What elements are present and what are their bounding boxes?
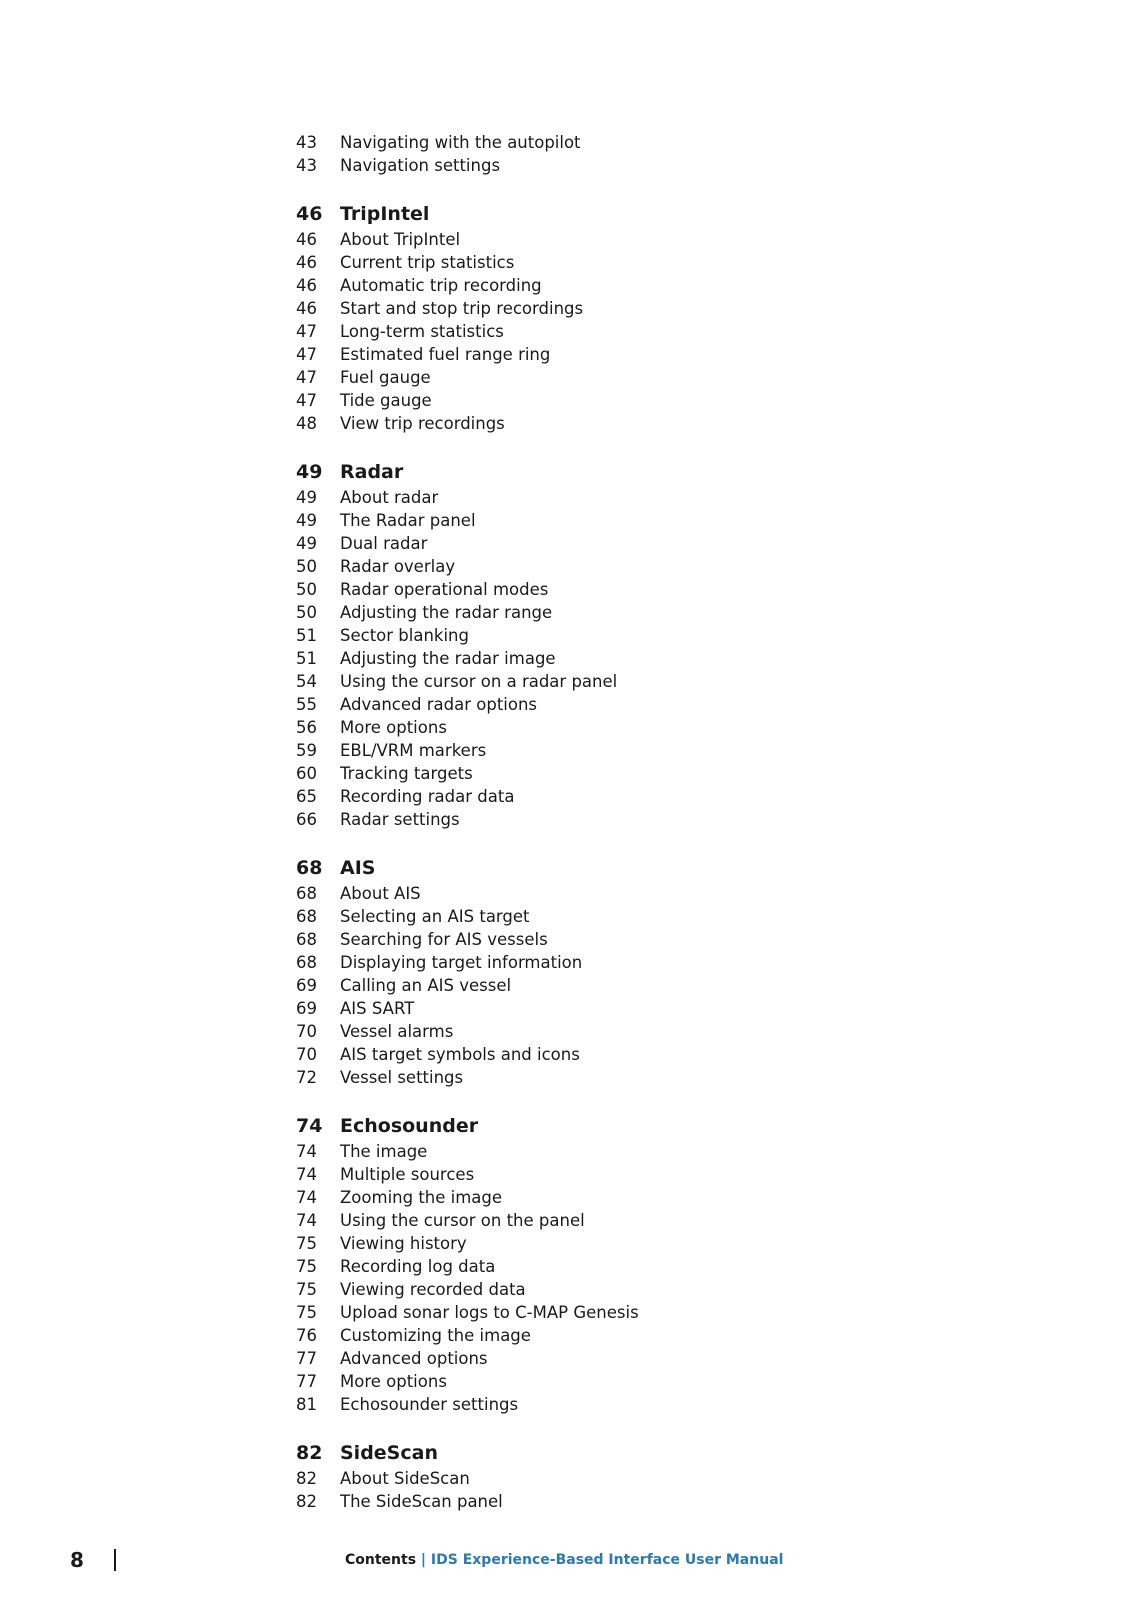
entry-title: Calling an AIS vessel [340,976,512,995]
toc-entry[interactable] [296,739,856,762]
entry-page-number: 69 [296,999,317,1018]
entry-page-number: 49 [296,534,317,553]
section-heading[interactable] [296,459,856,486]
entry-title: Tracking targets [340,764,473,783]
entry-page-number: 47 [296,322,317,341]
toc-entry[interactable] [296,1490,856,1513]
toc-entry[interactable] [296,882,856,905]
section-page-number: 74 [296,1115,323,1137]
entry-page-number: 60 [296,764,317,783]
entry-title: Using the cursor on the panel [340,1211,585,1230]
entry-page-number: 47 [296,391,317,410]
entry-page-number: 69 [296,976,317,995]
toc-entry[interactable] [296,274,856,297]
toc-entry[interactable] [296,509,856,532]
toc-entry[interactable] [296,297,856,320]
toc-entry[interactable] [296,555,856,578]
toc-entry[interactable] [296,131,856,154]
entry-title: Viewing history [340,1234,467,1253]
toc-entry[interactable] [296,997,856,1020]
section-heading[interactable] [296,1440,856,1467]
entry-title: Upload sonar logs to C-MAP Genesis [340,1303,639,1322]
section-heading[interactable] [296,201,856,228]
section-title: AIS [340,857,376,879]
toc-entry[interactable] [296,1255,856,1278]
toc-entry[interactable] [296,905,856,928]
toc-entry[interactable] [296,1140,856,1163]
entry-title: Estimated fuel range ring [340,345,551,364]
entry-page-number: 77 [296,1372,317,1391]
section-page-number: 46 [296,203,323,225]
toc-section [296,1440,856,1513]
table-of-contents [296,131,856,1513]
page-footer [0,1545,1131,1575]
footer-separator: | [420,1552,427,1568]
section-heading[interactable] [296,855,856,882]
entry-page-number: 46 [296,299,317,318]
entry-page-number: 51 [296,649,317,668]
toc-entry[interactable] [296,1186,856,1209]
entry-title: Sector blanking [340,626,469,645]
entry-page-number: 70 [296,1045,317,1064]
entry-title: About radar [340,488,439,507]
toc-entry[interactable] [296,601,856,624]
entry-page-number: 74 [296,1188,317,1207]
toc-entry[interactable] [296,716,856,739]
toc-entry[interactable] [296,1163,856,1186]
entry-title: Navigation settings [340,156,501,175]
entry-title: EBL/VRM markers [340,741,487,760]
entry-title: Vessel settings [340,1068,464,1087]
entry-page-number: 56 [296,718,317,737]
toc-entry[interactable] [296,1393,856,1416]
toc-entry[interactable] [296,486,856,509]
entry-page-number: 47 [296,345,317,364]
entry-title: AIS SART [340,999,415,1018]
entry-title: Selecting an AIS target [340,907,530,926]
toc-entry[interactable] [296,1347,856,1370]
entry-page-number: 65 [296,787,317,806]
toc-section [296,459,856,831]
entry-title: Radar operational modes [340,580,549,599]
toc-entry[interactable] [296,320,856,343]
toc-continued-entries [296,131,856,177]
entry-page-number: 68 [296,884,317,903]
toc-entry[interactable] [296,762,856,785]
toc-entry[interactable] [296,251,856,274]
entry-title: View trip recordings [340,414,505,433]
toc-entry[interactable] [296,154,856,177]
entry-title: Automatic trip recording [340,276,542,295]
toc-entry[interactable] [296,670,856,693]
entry-title: Adjusting the radar image [340,649,556,668]
entry-title: Multiple sources [340,1165,475,1184]
entry-title: The image [340,1142,428,1161]
section-title: Echosounder [340,1115,479,1137]
page-number: 8 [70,1548,84,1572]
entry-page-number: 66 [296,810,317,829]
toc-entry[interactable] [296,532,856,555]
entry-title: More options [340,718,447,737]
entry-title: AIS target symbols and icons [340,1045,580,1064]
entry-page-number: 43 [296,133,317,152]
entry-page-number: 43 [296,156,317,175]
entry-page-number: 50 [296,580,317,599]
entry-title: Radar overlay [340,557,456,576]
toc-entry[interactable] [296,1020,856,1043]
section-page-number: 82 [296,1442,323,1464]
entry-page-number: 75 [296,1234,317,1253]
entry-page-number: 51 [296,626,317,645]
section-heading[interactable] [296,1113,856,1140]
section-title: TripIntel [340,203,430,225]
footer-contents-label: Contents [345,1552,417,1568]
entry-page-number: 74 [296,1211,317,1230]
entry-title: Viewing recorded data [340,1280,526,1299]
toc-entry[interactable] [296,693,856,716]
entry-title: The SideScan panel [340,1492,503,1511]
toc-entry[interactable] [296,1370,856,1393]
toc-entry[interactable] [296,1278,856,1301]
entry-title: Start and stop trip recordings [340,299,584,318]
entry-page-number: 68 [296,953,317,972]
entry-page-number: 68 [296,907,317,926]
toc-entry[interactable] [296,412,856,435]
entry-title: Advanced radar options [340,695,538,714]
section-page-number: 49 [296,461,323,483]
entry-title: Displaying target information [340,953,583,972]
entry-page-number: 77 [296,1349,317,1368]
toc-entry[interactable] [296,1467,856,1490]
entry-title: Recording radar data [340,787,515,806]
toc-entry[interactable] [296,228,856,251]
entry-page-number: 46 [296,276,317,295]
toc-entry[interactable] [296,343,856,366]
entry-title: Radar settings [340,810,460,829]
toc-entry[interactable] [296,366,856,389]
entry-page-number: 75 [296,1303,317,1322]
entry-title: Customizing the image [340,1326,531,1345]
toc-entry[interactable] [296,578,856,601]
toc-entry[interactable] [296,389,856,412]
footer-manual-title: IDS Experience-Based Interface User Manual [430,1552,784,1568]
entry-title: Zooming the image [340,1188,503,1207]
toc-entry[interactable] [296,1066,856,1089]
entry-title: Tide gauge [340,391,432,410]
entry-title: Navigating with the autopilot [340,133,581,152]
entry-page-number: 55 [296,695,317,714]
entry-page-number: 72 [296,1068,317,1087]
section-title: Radar [340,461,404,483]
toc-section [296,201,856,435]
entry-page-number: 68 [296,930,317,949]
toc-entry[interactable] [296,647,856,670]
section-title: SideScan [340,1442,438,1464]
entry-title: The Radar panel [340,511,476,530]
entry-title: Using the cursor on a radar panel [340,672,618,691]
entry-page-number: 46 [296,253,317,272]
entry-page-number: 82 [296,1469,317,1488]
toc-entry[interactable] [296,1043,856,1066]
toc-section [296,1113,856,1416]
entry-title: Current trip statistics [340,253,515,272]
entry-title: Recording log data [340,1257,496,1276]
entry-page-number: 81 [296,1395,317,1414]
toc-entry[interactable] [296,974,856,997]
entry-page-number: 50 [296,603,317,622]
entry-title: About TripIntel [340,230,461,249]
entry-page-number: 74 [296,1165,317,1184]
entry-title: About AIS [340,884,421,903]
toc-entry[interactable] [296,808,856,831]
entry-title: Echosounder settings [340,1395,519,1414]
page-number-divider [114,1549,116,1571]
entry-page-number: 75 [296,1280,317,1299]
footer-title [345,1545,783,1575]
entry-page-number: 70 [296,1022,317,1041]
toc-entry[interactable] [296,624,856,647]
entry-page-number: 59 [296,741,317,760]
entry-title: Adjusting the radar range [340,603,553,622]
entry-title: About SideScan [340,1469,470,1488]
toc-entry[interactable] [296,951,856,974]
entry-page-number: 49 [296,488,317,507]
toc-entry[interactable] [296,1301,856,1324]
entry-title: Long-term statistics [340,322,504,341]
entry-page-number: 49 [296,511,317,530]
entry-title: Fuel gauge [340,368,431,387]
entry-title: More options [340,1372,447,1391]
toc-entry[interactable] [296,928,856,951]
entry-title: Dual radar [340,534,428,553]
entry-page-number: 54 [296,672,317,691]
entry-title: Vessel alarms [340,1022,454,1041]
toc-entry[interactable] [296,785,856,808]
entry-page-number: 47 [296,368,317,387]
toc-entry[interactable] [296,1232,856,1255]
entry-page-number: 50 [296,557,317,576]
entry-page-number: 46 [296,230,317,249]
section-page-number: 68 [296,857,323,879]
entry-page-number: 82 [296,1492,317,1511]
entry-page-number: 74 [296,1142,317,1161]
entry-page-number: 75 [296,1257,317,1276]
toc-entry[interactable] [296,1209,856,1232]
entry-page-number: 48 [296,414,317,433]
entry-page-number: 76 [296,1326,317,1345]
toc-section [296,855,856,1089]
entry-title: Advanced options [340,1349,488,1368]
entry-title: Searching for AIS vessels [340,930,548,949]
toc-entry[interactable] [296,1324,856,1347]
